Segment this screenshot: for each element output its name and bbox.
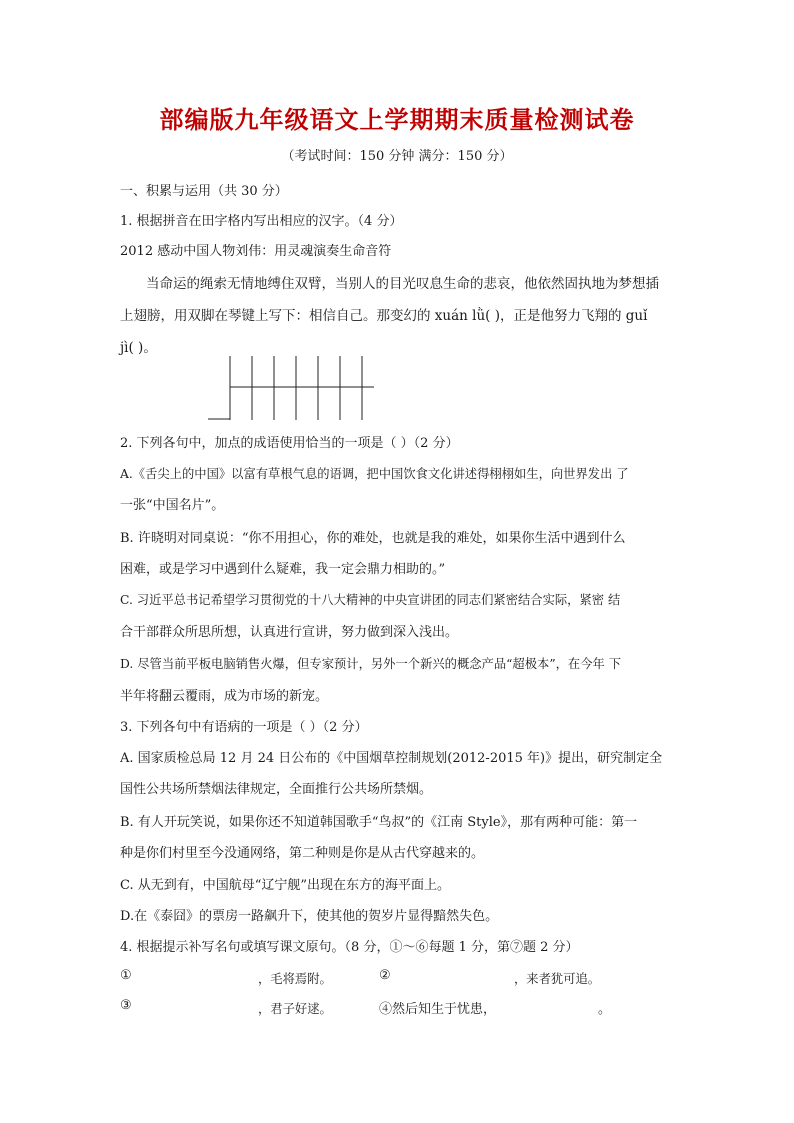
q4-item-4-end: 。 — [598, 1002, 612, 1017]
q2-option-d-cont: 半年将翻云覆雨，成为市场的新宠。 — [120, 689, 329, 704]
tianzige-grid[interactable] — [208, 356, 376, 420]
section-heading: 一、积累与运用（共 30 分） — [120, 184, 288, 199]
q4-item-3-number: ③ — [120, 998, 132, 1013]
q1-prompt: 1. 根据拼音在田字格内写出相应的汉字。（4 分） — [120, 214, 403, 229]
q3-option-b: B. 有人开玩笑说，如果你还不知道韩国歌手“鸟叔”的《江南 Style》，那有两种可能：第一 — [120, 815, 638, 830]
q3-option-b-cont: 种是你们村里至今没通网络，第二种则是你是从古代穿越来的。 — [120, 846, 485, 861]
q1-passage-line: 上翅膀，用双脚在琴键上写下：相信自己。那变幻的 xuán lǜ( )，正是他努力飞翔的 guǐ — [120, 308, 648, 324]
q4-item-4-text: ④然后知生于忧患， — [379, 1002, 497, 1017]
q1-passage-line: jì( )。 — [120, 340, 157, 356]
page-title: 部编版九年级语文上学期期末质量检测试卷 — [159, 105, 635, 134]
exam-subtitle: （考试时间：150 分钟 满分：150 分） — [281, 149, 513, 164]
q3-prompt: 3. 下列各句中有语病的一项是（ ）（2 分） — [120, 720, 368, 735]
q1-topic: 2012 感动中国人物刘伟：用灵魂演奏生命音符 — [120, 244, 392, 259]
q2-option-c-cont: 合干部群众所思所想，认真进行宣讲，努力做到深入浅出。 — [120, 625, 459, 640]
q2-option-b-cont: 困难，或是学习中遇到什么疑难，我一定会鼎力相助的。” — [120, 562, 446, 577]
q4-prompt: 4. 根据提示补写名句或填写课文原句。（8 分，①～⑥每题 1 分，第⑦题 2 分） — [120, 940, 579, 955]
tianzige-grid-lines — [208, 356, 376, 420]
q4-item-3-text: ，君子好逑。 — [258, 1002, 332, 1016]
q3-option-d: D.在《泰囧》的票房一路飙升下，使其他的贺岁片显得黯然失色。 — [120, 909, 499, 924]
q3-option-a: A. 国家质检总局 12 月 24 日公布的《中国烟草控制规划(2012-2015 年)》提出，研究制定全 — [120, 751, 663, 766]
q4-item-1-text: ，毛将焉附。 — [258, 972, 332, 986]
q2-option-a: A.《舌尖上的中国》以富有草根气息的语调，把中国饮食文化讲述得栩栩如生，向世界发出 了 — [120, 467, 629, 481]
q3-option-a-cont: 国性公共场所禁烟法律规定，全面推行公共场所禁烟。 — [120, 782, 433, 797]
q4-item-2-number: ② — [379, 968, 391, 983]
q2-option-c: C. 习近平总书记希望学习贯彻党的十八大精神的中央宣讲团的同志们紧密结合实际，紧密 结 — [120, 593, 621, 607]
q4-item-2-text: ，来者犹可追。 — [514, 972, 601, 986]
q2-option-a-cont: 一张“中国名片”。 — [120, 498, 225, 513]
q1-passage-line: 当命运的绳索无情地缚住双臂，当别人的目光叹息生命的悲哀，他依然固执地为梦想插 — [146, 276, 659, 292]
q3-option-c: C. 从无到有，中国航母“辽宁舰”出现在东方的海平面上。 — [120, 878, 451, 893]
q2-option-b: B. 许晓明对同桌说：“你不用担心，你的难处，也就是我的难处，如果你生活中遇到什么 — [120, 531, 626, 546]
q2-prompt: 2. 下列各句中，加点的成语使用恰当的一项是（ ）（2 分） — [120, 436, 459, 451]
q4-item-1-number: ① — [120, 968, 132, 983]
q2-option-d: D. 尽管当前平板电脑销售火爆，但专家预计，另外一个新兴的概念产品“超极本”，在今年 下 — [120, 657, 622, 671]
